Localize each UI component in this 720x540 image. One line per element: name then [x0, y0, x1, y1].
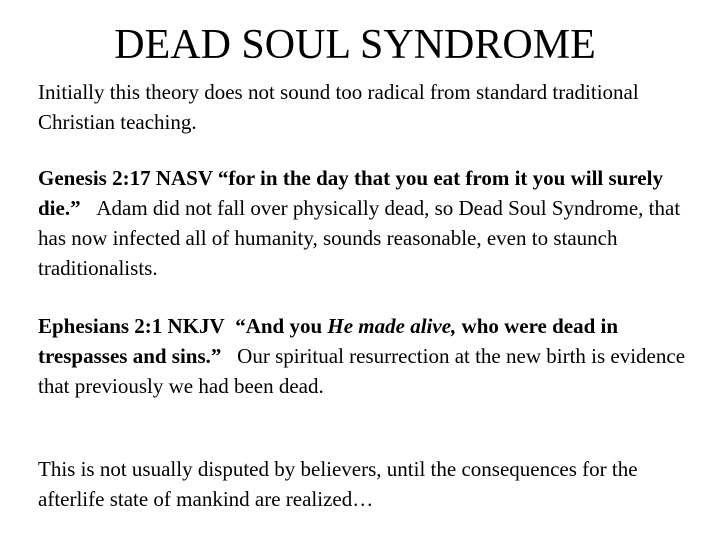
- intro-paragraph: Initially this theory does not sound too radical from standard traditional Christian teaching.: [38, 80, 639, 134]
- genesis-comment: Adam did not fall over physically dead, so Dead Soul Syndrome, that has now infected all of humanity, sounds reasonable, even to staunch traditionalists.: [38, 196, 681, 280]
- genesis-reference: Genesis 2:17 NASV: [38, 166, 213, 190]
- closing-paragraph: This is not usually disputed by believers, until the consequences for the afterlife state of mankind are realized…: [38, 457, 638, 511]
- ephesians-reference: Ephesians 2:1 NKJV: [38, 314, 225, 338]
- ephesians-comment: Our spiritual resurrection at the new birth is evidence that previously we had been dead.: [38, 344, 686, 398]
- genesis-paragraph: [38, 163, 698, 283]
- ephesians-quote-end: who were dead in trespasses and sins.”: [38, 314, 619, 368]
- ephesians-quote-italic: He made alive,: [327, 314, 457, 338]
- page-title: DEAD SOUL SYNDROME: [114, 22, 596, 68]
- genesis-quote: “for in the day that you eat from it you will surely die.”: [38, 166, 663, 220]
- ephesians-quote-start: “And you: [235, 314, 323, 338]
- ephesians-paragraph: [38, 311, 698, 401]
